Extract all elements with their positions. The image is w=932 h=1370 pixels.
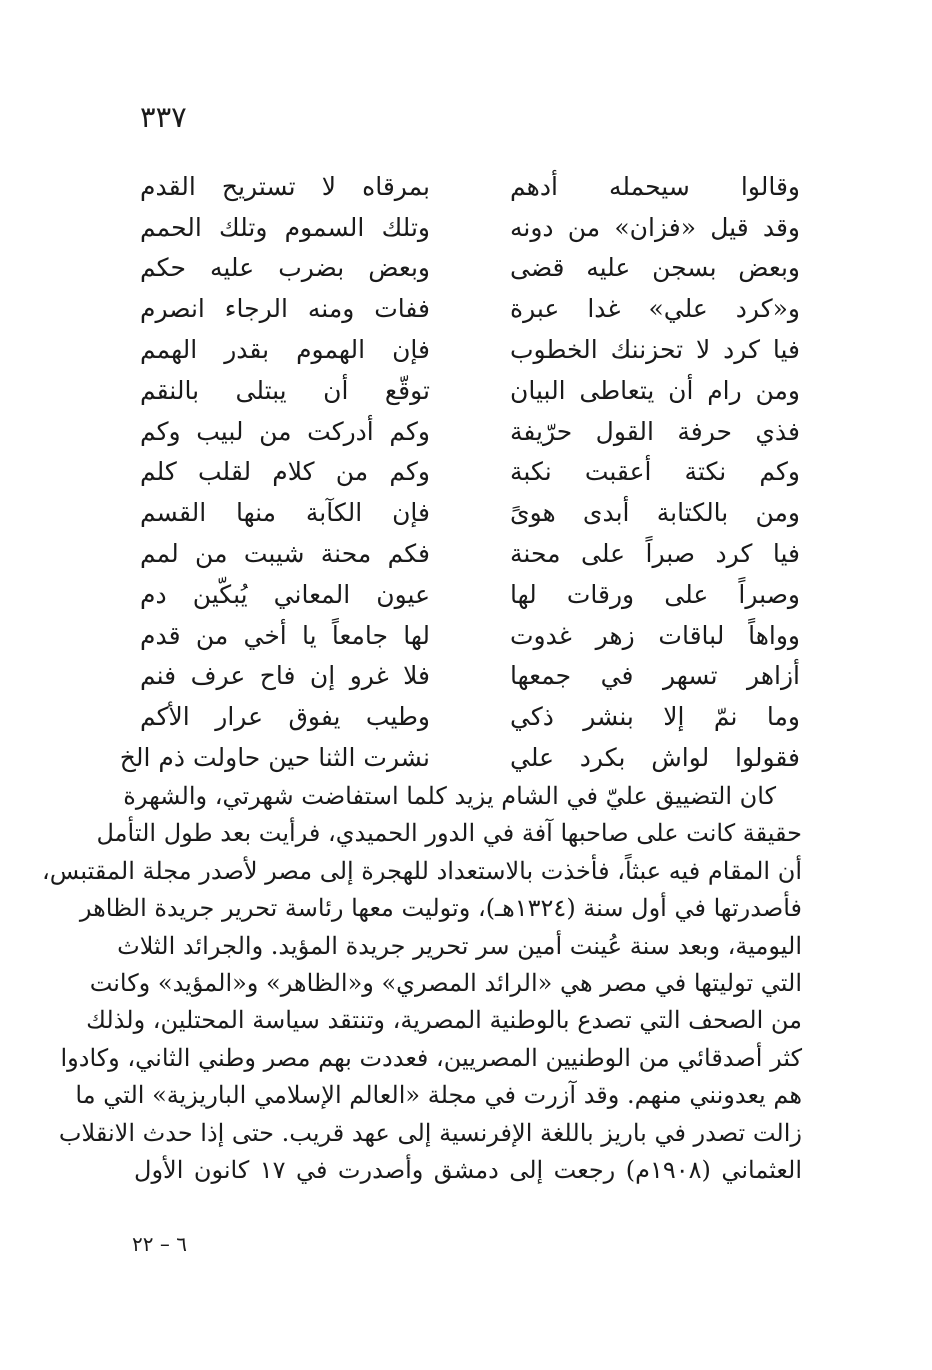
- first-hemistich: أزاهر تسهر في جمعها: [510, 661, 800, 691]
- first-hemistich: و«كرد علي» غدا عبرة: [510, 294, 800, 324]
- poem-verse: [140, 696, 800, 737]
- poem-verse: [140, 656, 800, 697]
- first-hemistich: فيا كرد صبراً على محنة: [510, 539, 800, 569]
- poem-verse: [140, 533, 800, 574]
- poem-verse: [140, 574, 800, 615]
- second-hemistich: توقّع أن يبتلى بالنقم: [140, 375, 430, 405]
- prose-line: من الصحف التي تصدع بالوطنية المصرية، وتنتقد سياسة المحتلين، ولذلك: [86, 1006, 802, 1035]
- poem-verse: [140, 288, 800, 329]
- second-hemistich: فكم محنة شيبت من لمم: [140, 539, 430, 569]
- first-hemistich: فقولوا لواش بكرد علي: [510, 743, 800, 773]
- second-hemistich: نشرت الثنا حين حاولت ذم الخ: [119, 743, 430, 773]
- second-hemistich: ففات ومنه الرجاء انصرم: [140, 294, 430, 324]
- prose-line: زالت تصدر في باريز باللغة الإفرنسية إلى عهد قريب. حتى إذا حدث الانقلاب: [58, 1118, 802, 1147]
- prose-line: هم يعدونني منهم. وقد آزرت في مجلة «العالم الإسلامي الباريزية» التي ما: [75, 1081, 802, 1110]
- page-number: ٣٣٧: [140, 100, 187, 134]
- second-hemistich: وتلك السموم وتلك الحمم: [140, 212, 430, 242]
- first-hemistich: وبعض بسجن عليه قضى: [510, 253, 800, 283]
- first-hemistich: وما نمّ إلا بنشر ذكي: [510, 702, 800, 732]
- first-hemistich: فذي حرفة القول حرّيفة: [510, 416, 800, 446]
- prose-line: أن المقام فيه عبثاً، فأخذت بالاستعداد للهجرة إلى مصر لأصدر مجلة المقتبس،: [42, 856, 802, 885]
- second-hemistich: عيون المعاني يُبكّين دم: [140, 579, 430, 609]
- poem-verse: [140, 207, 800, 248]
- poem-verse: [140, 615, 800, 656]
- second-hemistich: فإن الكآبة منها القسم: [140, 498, 430, 528]
- second-hemistich: وطيب يفوق عرار الأكم: [140, 702, 430, 732]
- prose-line: التي توليتها في مصر هي «الرائد المصري» و«الظاهر» و«المؤيد» وكانت: [89, 968, 802, 997]
- first-hemistich: فيا كرد لا تحزننك الخطوب: [510, 335, 800, 365]
- first-hemistich: وقد قيل «فزان» من دونه: [510, 212, 800, 242]
- prose-line: فأصدرتها في أول سنة (١٣٢٤هـ)، وتوليت معها رئاسة تحرير جريدة الظاهر: [79, 894, 802, 923]
- second-hemistich: وكم أدركت من لبيب وكم: [140, 416, 430, 446]
- prose-line: كثر أصدقائي من الوطنيين المصريين، فعددت بهم مصر وطني الثاني، وكادوا: [60, 1043, 802, 1072]
- poem-verse: [140, 248, 800, 289]
- poem-verse: [140, 370, 800, 411]
- first-hemistich: وواهاً لباقات زهر غدوت: [510, 620, 800, 650]
- prose-line: حقيقة كانت على صاحبها آفة في الدور الحميدي، فرأيت بعد طول التأمل: [96, 819, 802, 848]
- poem-verse: [140, 492, 800, 533]
- second-hemistich: فإن الهموم بقدر الهمم: [140, 335, 430, 365]
- second-hemistich: وكم من كلام لقلب كلم: [140, 457, 430, 487]
- first-hemistich: وقالوا سيحمله أدهم: [510, 171, 800, 201]
- poem-verse: [140, 329, 800, 370]
- prose-line: كان التضييق عليّ في الشام يزيد كلما استفاضت شهرتي، والشهرة: [123, 782, 776, 810]
- poem: [119, 166, 800, 778]
- second-hemistich: وبعض بضرب عليه حكم: [140, 253, 430, 283]
- first-hemistich: وصبراً على ورقات لها: [510, 579, 800, 609]
- poem-verse: [140, 411, 800, 452]
- sheet-signature: ٦ – ٢٢: [132, 1232, 187, 1256]
- second-hemistich: فلا غرو إن فاح عرف فنم: [140, 661, 430, 691]
- prose-line: اليومية، وبعد سنة عُينت أمين سر تحرير جريدة المؤيد. والجرائد الثلاث: [117, 931, 802, 960]
- poem-verse: [140, 452, 800, 493]
- second-hemistich: بمرقاه لا تستريح القدم: [140, 171, 430, 201]
- second-hemistich: لها جامعاً يا أخي من قدم: [140, 620, 430, 650]
- poem-verse: [119, 737, 800, 778]
- first-hemistich: ومن رام أن يتعاطى البيان: [510, 375, 800, 405]
- first-hemistich: ومن بالكتابة أبدى هوىً: [510, 498, 800, 528]
- prose-paragraph: [42, 778, 802, 1189]
- prose-line: العثماني (١٩٠٨م) رجعت إلى دمشق وأصدرت في ١٧ كانون الأول: [134, 1155, 802, 1184]
- poem-verse: [140, 166, 800, 207]
- first-hemistich: وكم نكتة أعقبت نكبة: [510, 457, 800, 487]
